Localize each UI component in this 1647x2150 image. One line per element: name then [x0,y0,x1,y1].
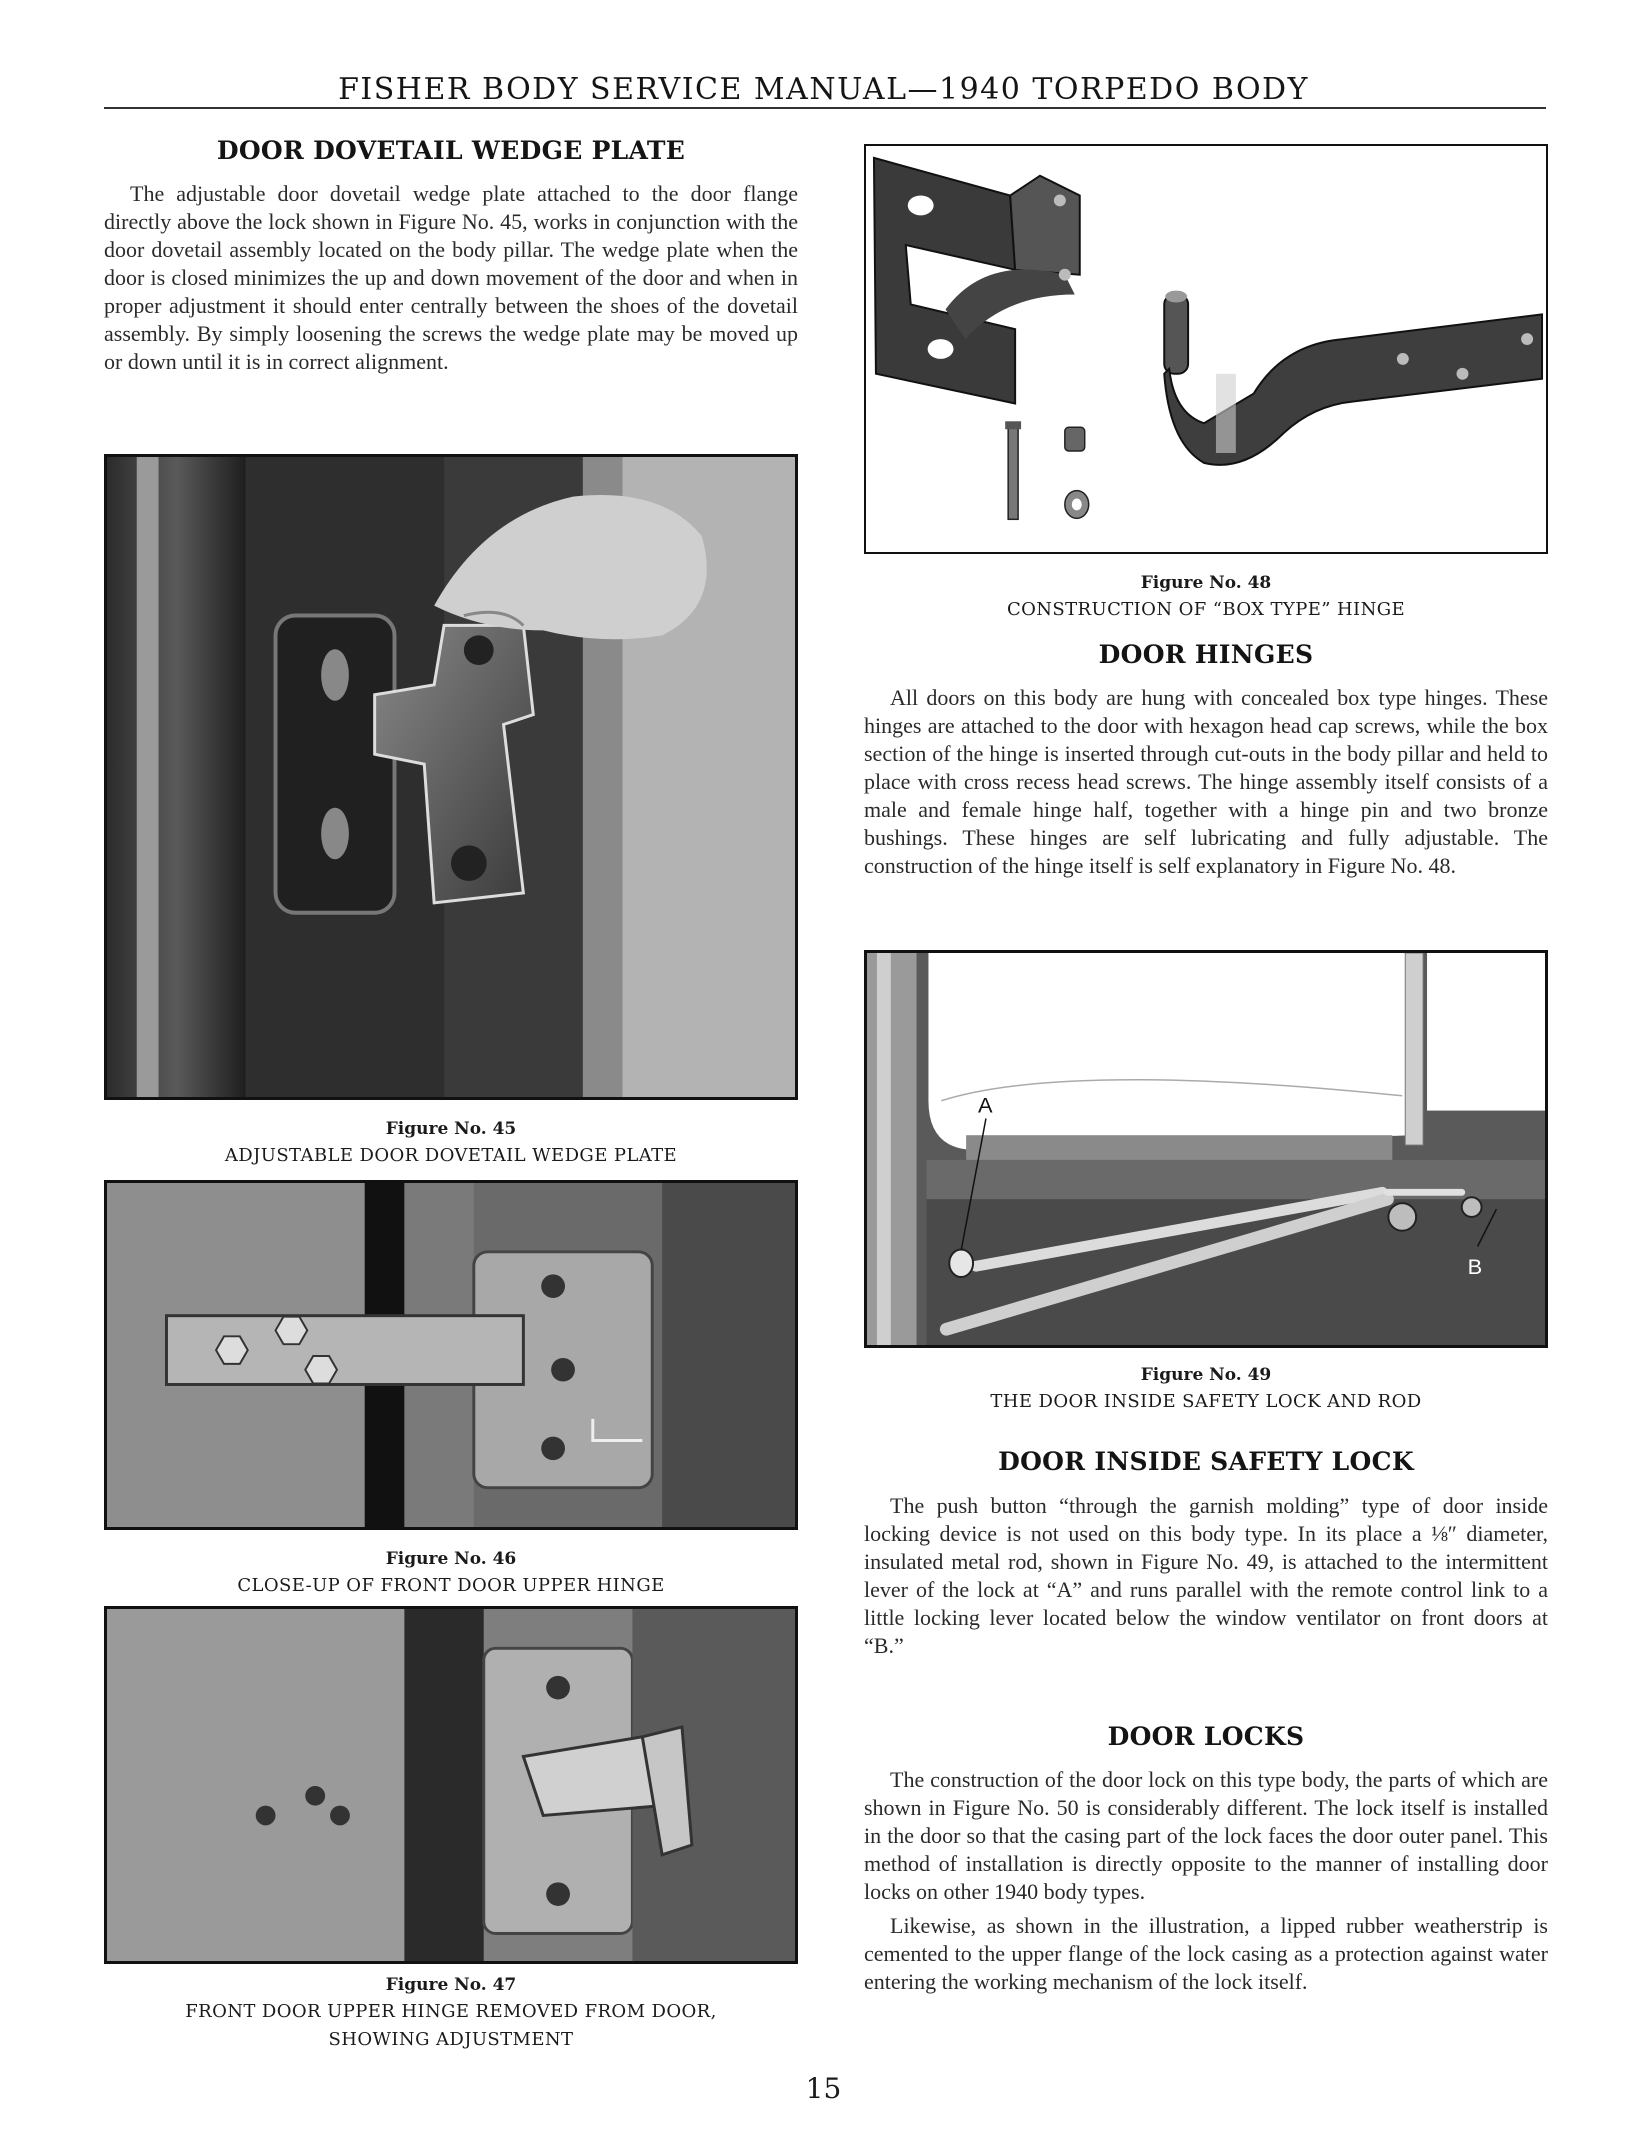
header-rule [104,107,1546,109]
figure-48-title: CONSTRUCTION OF “BOX TYPE” HINGE [1006,599,1406,620]
heading-door-hinges: DOOR HINGES [1098,640,1314,669]
heading-door-dovetail-wedge-plate: DOOR DOVETAIL WEDGE PLATE [216,136,686,165]
figure-47-caption [104,1972,798,2054]
door-locks-body [864,1766,1548,1996]
safety-lock-body [864,1492,1548,1660]
heading-door-locks: DOOR LOCKS [1107,1722,1305,1751]
page-number: 15 [805,2072,842,2105]
figure-49-photo [864,950,1548,1348]
safety-lock-rod-illustration [867,953,1545,1345]
figure-49-number: Figure No. 49 [1140,1365,1272,1385]
figure-46-caption [104,1546,798,1600]
running-header: FISHER BODY SERVICE MANUAL—1940 TORPEDO BODY [338,72,1309,107]
figure-49-caption [864,1362,1548,1416]
figure-45-title: ADJUSTABLE DOOR DOVETAIL WEDGE PLATE [224,1145,678,1166]
dovetail-paragraph: The adjustable door dovetail wedge plate attached to the door flange directly above the lock shown in Figure No. 45, works in conjunction with the door dovetail assembly located on the body pillar. The wedge plate when the door is closed minimizes the up and down movement of the door and when in proper adjustment it should enter centrally between the shoes of the dovetail assembly. By simply loosening the screws the wedge plate may be moved up or down until it is in correct alignment. [104,181,798,374]
callout-a-label: A [978,1092,993,1118]
figure-45-number: Figure No. 45 [385,1119,517,1139]
dovetail-body [104,180,798,376]
hinges-body [864,684,1548,880]
box-type-hinge-illustration [866,146,1546,552]
hinge-removed-illustration [107,1609,795,1961]
figure-46-number: Figure No. 46 [385,1549,517,1569]
figure-47-title-line-2: SHOWING ADJUSTMENT [328,2029,574,2050]
figure-47-photo [104,1606,798,1964]
figure-45-caption [104,1116,798,1170]
callout-b-label: B [1467,1254,1483,1280]
door-locks-paragraph-1: The construction of the door lock on this type body, the parts of which are shown in Figure No. 50 is considerably different. The lock itself is installed in the door so that the casing part of the lock faces the door outer panel. This method of installation is directly opposite to the manner of installing door locks on other 1940 body types. [864,1767,1548,1904]
upper-hinge-closeup-illustration [107,1183,795,1527]
hinges-paragraph: All doors on this body are hung with concealed box type hinges. These hinges are attached to the door with hexagon head cap screws, while the box section of the hinge is inserted through cut-outs in the body pillar and held to place with cross recess head screws. The hinge assembly itself consists of a male and female hinge half, together with a hinge pin and two bronze bushings. These hinges are self lubricating and fully adjustable. The construction of the hinge itself is self explanatory in Figure No. 48. [864,685,1548,878]
figure-45-photo [104,454,798,1100]
wedge-plate-photo-illustration [107,457,795,1097]
figure-49-title: THE DOOR INSIDE SAFETY LOCK AND ROD [990,1391,1422,1412]
figure-48-photo [864,144,1548,554]
figure-48-number: Figure No. 48 [1140,573,1272,593]
figure-48-caption [864,570,1548,624]
figure-47-title-line-1: FRONT DOOR UPPER HINGE REMOVED FROM DOOR, [185,2001,717,2022]
safety-lock-paragraph: The push button “through the garnish molding” type of door inside locking device is not used on this body type. In its place a ⅛″ diameter, insulated metal rod, shown in Figure No. 49, is attached to the intermittent lever of the lock at “A” and runs parallel with the remote control link to a little locking lever located below the window ventilator on front doors at “B.” [864,1493,1548,1658]
heading-door-inside-safety-lock: DOOR INSIDE SAFETY LOCK [998,1447,1414,1476]
figure-46-photo [104,1180,798,1530]
figure-47-number: Figure No. 47 [385,1975,517,1995]
door-locks-paragraph-2: Likewise, as shown in the illustration, a lipped rubber weatherstrip is cemented to the upper flange of the lock casing as a protection against water entering the working mechanism of the lock itself. [864,1913,1548,1994]
figure-46-title: CLOSE-UP OF FRONT DOOR UPPER HINGE [237,1575,665,1596]
